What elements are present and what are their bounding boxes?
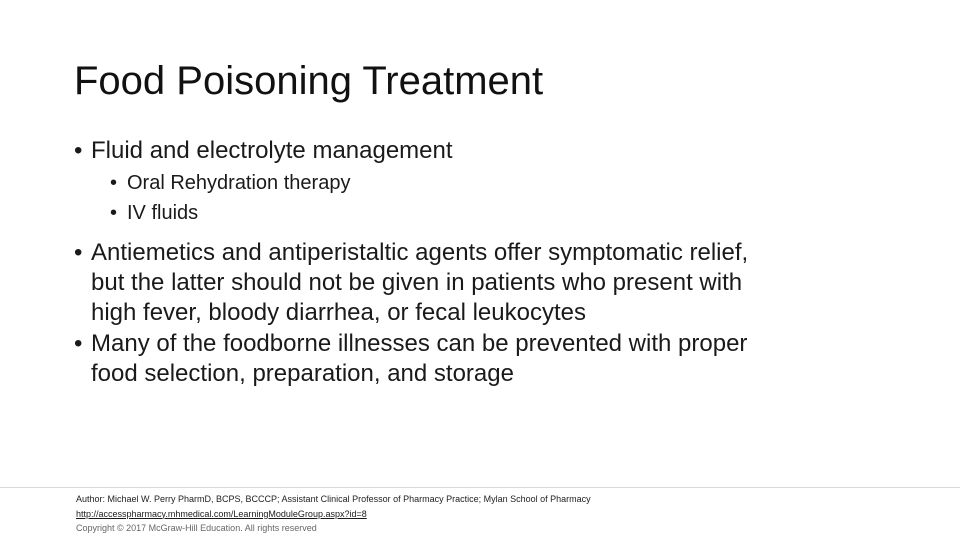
sub-bullet-text: Oral Rehydration therapy	[127, 172, 351, 194]
footer-link[interactable]: http://accesspharmacy.mhmedical.com/LearningModuleGroup.aspx?id=8	[76, 508, 367, 519]
slide-content	[74, 136, 904, 389]
bullet-text-line: Antiemetics and antiperistaltic agents offer symptomatic relief,	[91, 239, 749, 266]
bullet-item	[74, 238, 904, 328]
bullet-icon: •	[110, 202, 118, 224]
bullet-item	[74, 329, 904, 389]
bullet-text-line: Many of the foodborne illnesses can be prevented with proper	[91, 330, 748, 357]
sub-bullet-item	[74, 198, 904, 228]
bullet-icon: •	[110, 172, 118, 194]
bullet-text-line: food selection, preparation, and storage	[91, 360, 514, 387]
bullet-icon: •	[74, 137, 83, 164]
bullet-text: Fluid and electrolyte management	[91, 137, 453, 164]
sub-bullet-text: IV fluids	[127, 202, 199, 224]
bullet-icon: •	[74, 239, 83, 266]
slide-footer	[76, 492, 591, 536]
sub-bullet-item	[74, 168, 904, 198]
slide-title: Food Poisoning Treatment	[74, 59, 544, 103]
bullet-text-line: high fever, bloody diarrhea, or fecal leukocytes	[91, 299, 586, 326]
bullet-icon: •	[74, 330, 83, 357]
footer-copyright: Copyright © 2017 McGraw-Hill Education. All rights reserved	[76, 523, 317, 533]
bullet-item	[74, 136, 904, 166]
footer-author: Author: Michael W. Perry PharmD, BCPS, BCCCP; Assistant Clinical Professor of Pharmacy Practice; Mylan School of Pharmacy	[76, 494, 591, 504]
footer-divider	[0, 487, 960, 488]
bullet-text-line: but the latter should not be given in patients who present with	[91, 269, 743, 296]
